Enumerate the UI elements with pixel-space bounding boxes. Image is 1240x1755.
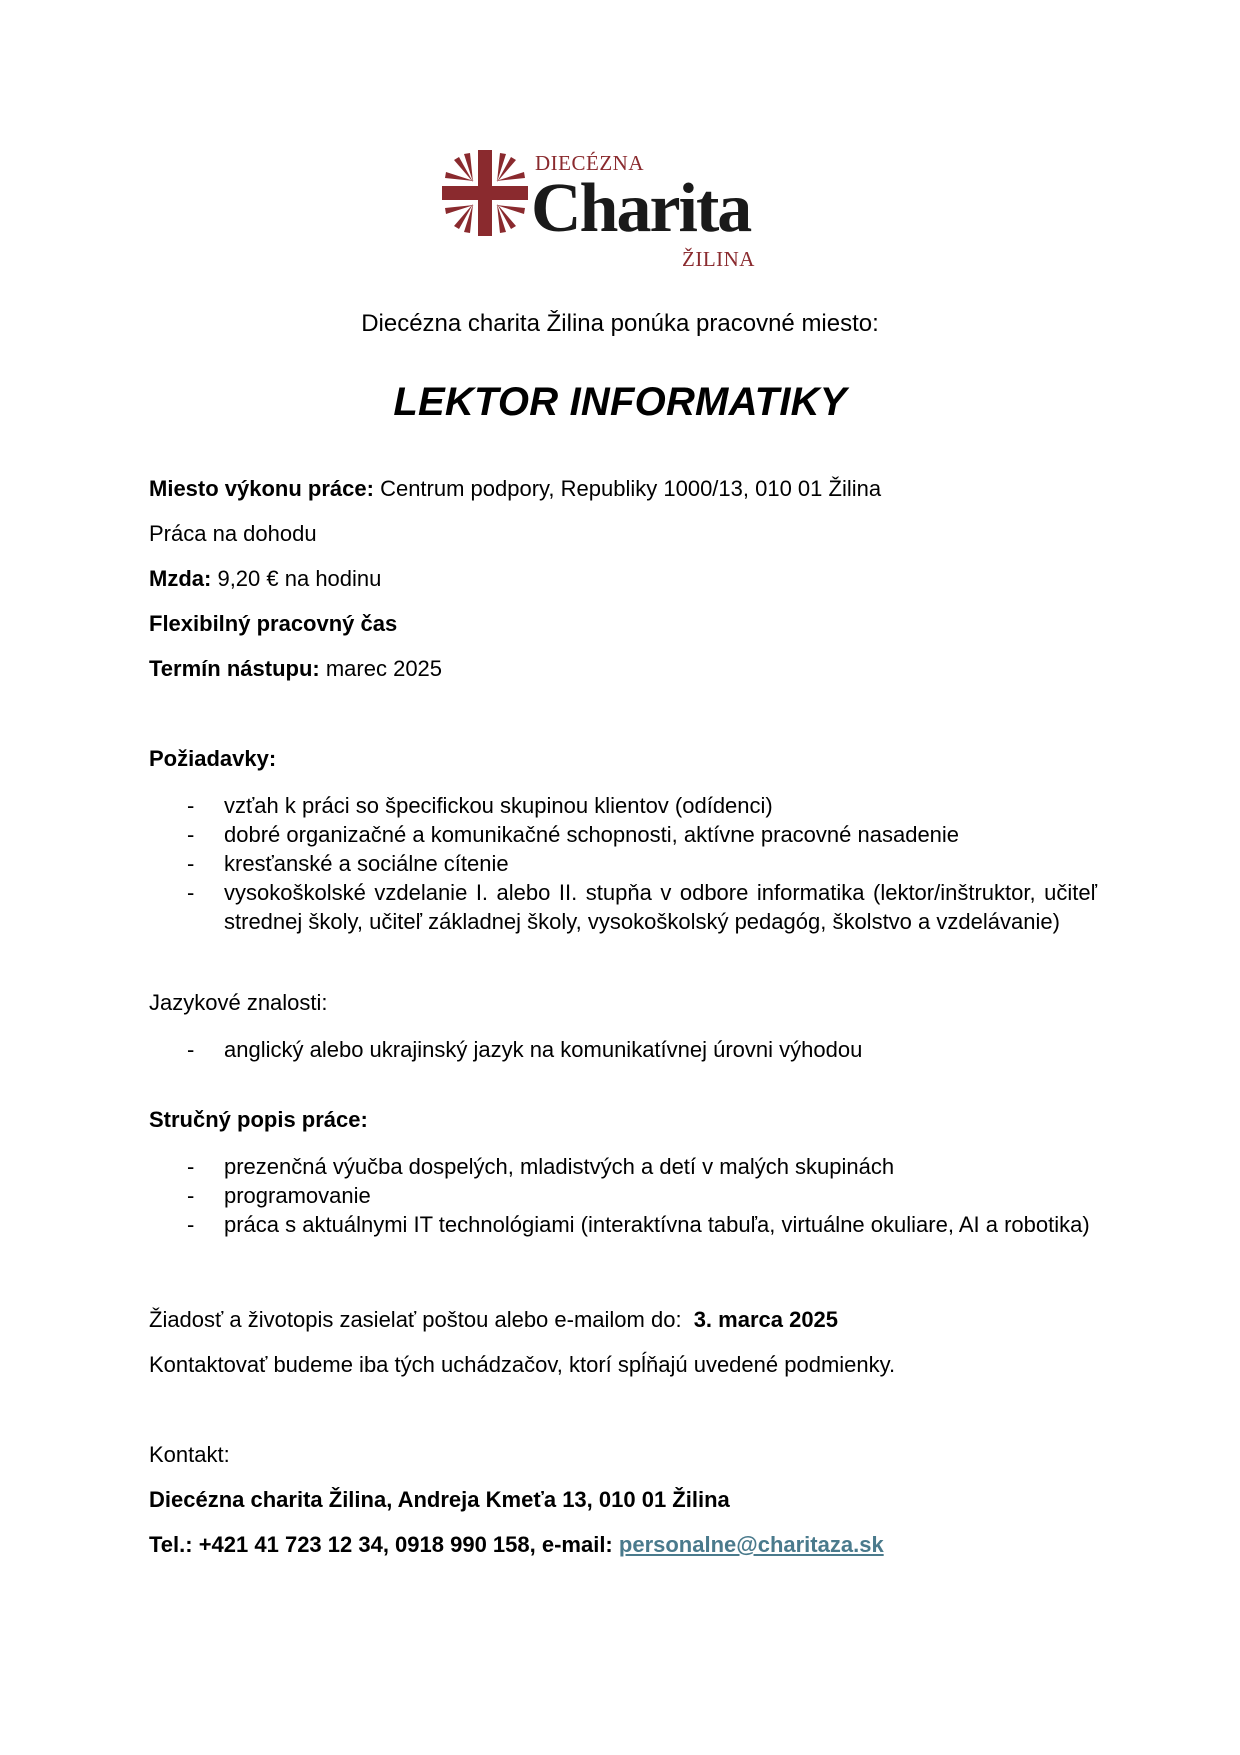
- place-value: Centrum podpory, Republiky 1000/13, 010 01 Žilina: [380, 476, 882, 501]
- dash-bullet: -: [187, 851, 195, 876]
- application-text: Žiadosť a životopis zasielať poštou alebo e-mailom do:: [149, 1307, 682, 1332]
- list-item-text: vzťah k práci so špecifickou skupinou klientov (odídenci): [224, 793, 773, 818]
- list-item: [149, 1181, 1097, 1210]
- languages-heading: Jazykové znalosti:: [149, 990, 328, 1015]
- list-item-text: dobré organizačné a komunikačné schopnosti, aktívne pracovné nasadenie: [224, 822, 960, 847]
- charita-logo: [440, 148, 760, 278]
- list-item-text: kresťanské a sociálne cítenie: [224, 851, 509, 876]
- contact-phones-line: [149, 1532, 884, 1558]
- start-line: [149, 656, 442, 682]
- contact-phones: Tel.: +421 41 723 12 34, 0918 990 158, e-mail:: [149, 1532, 613, 1557]
- list-item-text: anglický alebo ukrajinský jazyk na komunikatívnej úrovni výhodou: [224, 1037, 863, 1062]
- requirements-list: [149, 791, 1097, 936]
- description-list: [149, 1152, 1097, 1239]
- dash-bullet: -: [187, 822, 195, 847]
- wage-value: 9,20 € na hodinu: [217, 566, 382, 591]
- list-item-text: prezenčná výučba dospelých, mladistvých a detí v malých skupinách: [224, 1154, 895, 1179]
- intro-text: Diecézna charita Žilina ponúka pracovné miesto:: [361, 310, 879, 337]
- list-item-text: práca s aktuálnymi IT technológiami (interaktívna tabuľa, virtuálne okuliare, AI a robotika): [224, 1212, 1090, 1237]
- list-item: [149, 791, 1097, 820]
- start-value: marec 2025: [325, 656, 443, 681]
- description-heading: Stručný popis práce:: [149, 1107, 368, 1132]
- dash-bullet: -: [187, 1212, 195, 1237]
- dash-bullet: -: [187, 1037, 195, 1062]
- requirements-heading: Požiadavky:: [149, 746, 277, 771]
- contact-address: Diecézna charita Žilina, Andreja Kmeťa 13, 010 01 Žilina: [149, 1487, 730, 1512]
- logo-top-text: DIECÉZNA: [535, 151, 644, 175]
- job-title: LEKTOR INFORMATIKY: [393, 380, 847, 424]
- caritas-cross-icon: [440, 148, 530, 238]
- list-item: [149, 849, 1097, 878]
- dash-bullet: -: [187, 793, 195, 818]
- list-item: [149, 1035, 1097, 1064]
- list-item: [149, 878, 1097, 936]
- list-item-text: programovanie: [224, 1183, 371, 1208]
- wage-line: [149, 566, 381, 592]
- place-label: Miesto výkonu práce:: [149, 476, 374, 501]
- languages-list: [149, 1035, 1097, 1064]
- hours-line: Flexibilný pracovný čas: [149, 611, 398, 636]
- email-link[interactable]: personalne@charitaza.sk: [618, 1532, 884, 1557]
- application-deadline: 3. marca 2025: [693, 1307, 839, 1332]
- logo-main-text: Charita: [531, 170, 751, 247]
- place-line: [149, 476, 881, 502]
- list-item: [149, 1210, 1097, 1239]
- list-item: [149, 1152, 1097, 1181]
- wage-label: Mzda:: [149, 566, 212, 591]
- list-item: [149, 820, 1097, 849]
- list-item-text: vysokoškolské vzdelanie I. alebo II. stupňa v odbore informatika (lektor/inštruktor, učiteľ strednej školy, učiteľ základnej školy, vysokoškolský pedagóg, školstvo a vzdelávanie): [224, 880, 1097, 934]
- start-label: Termín nástupu:: [149, 656, 320, 681]
- logo-bottom-text: ŽILINA: [682, 247, 755, 271]
- dash-bullet: -: [187, 1154, 195, 1179]
- application-note: Kontaktovať budeme iba tých uchádzačov, ktorí spĺňajú uvedené podmienky.: [149, 1352, 896, 1377]
- dash-bullet: -: [187, 880, 195, 905]
- contract-line: Práca na dohodu: [149, 521, 317, 546]
- dash-bullet: -: [187, 1183, 195, 1208]
- contact-label: Kontakt:: [149, 1442, 230, 1467]
- application-line: [149, 1307, 838, 1333]
